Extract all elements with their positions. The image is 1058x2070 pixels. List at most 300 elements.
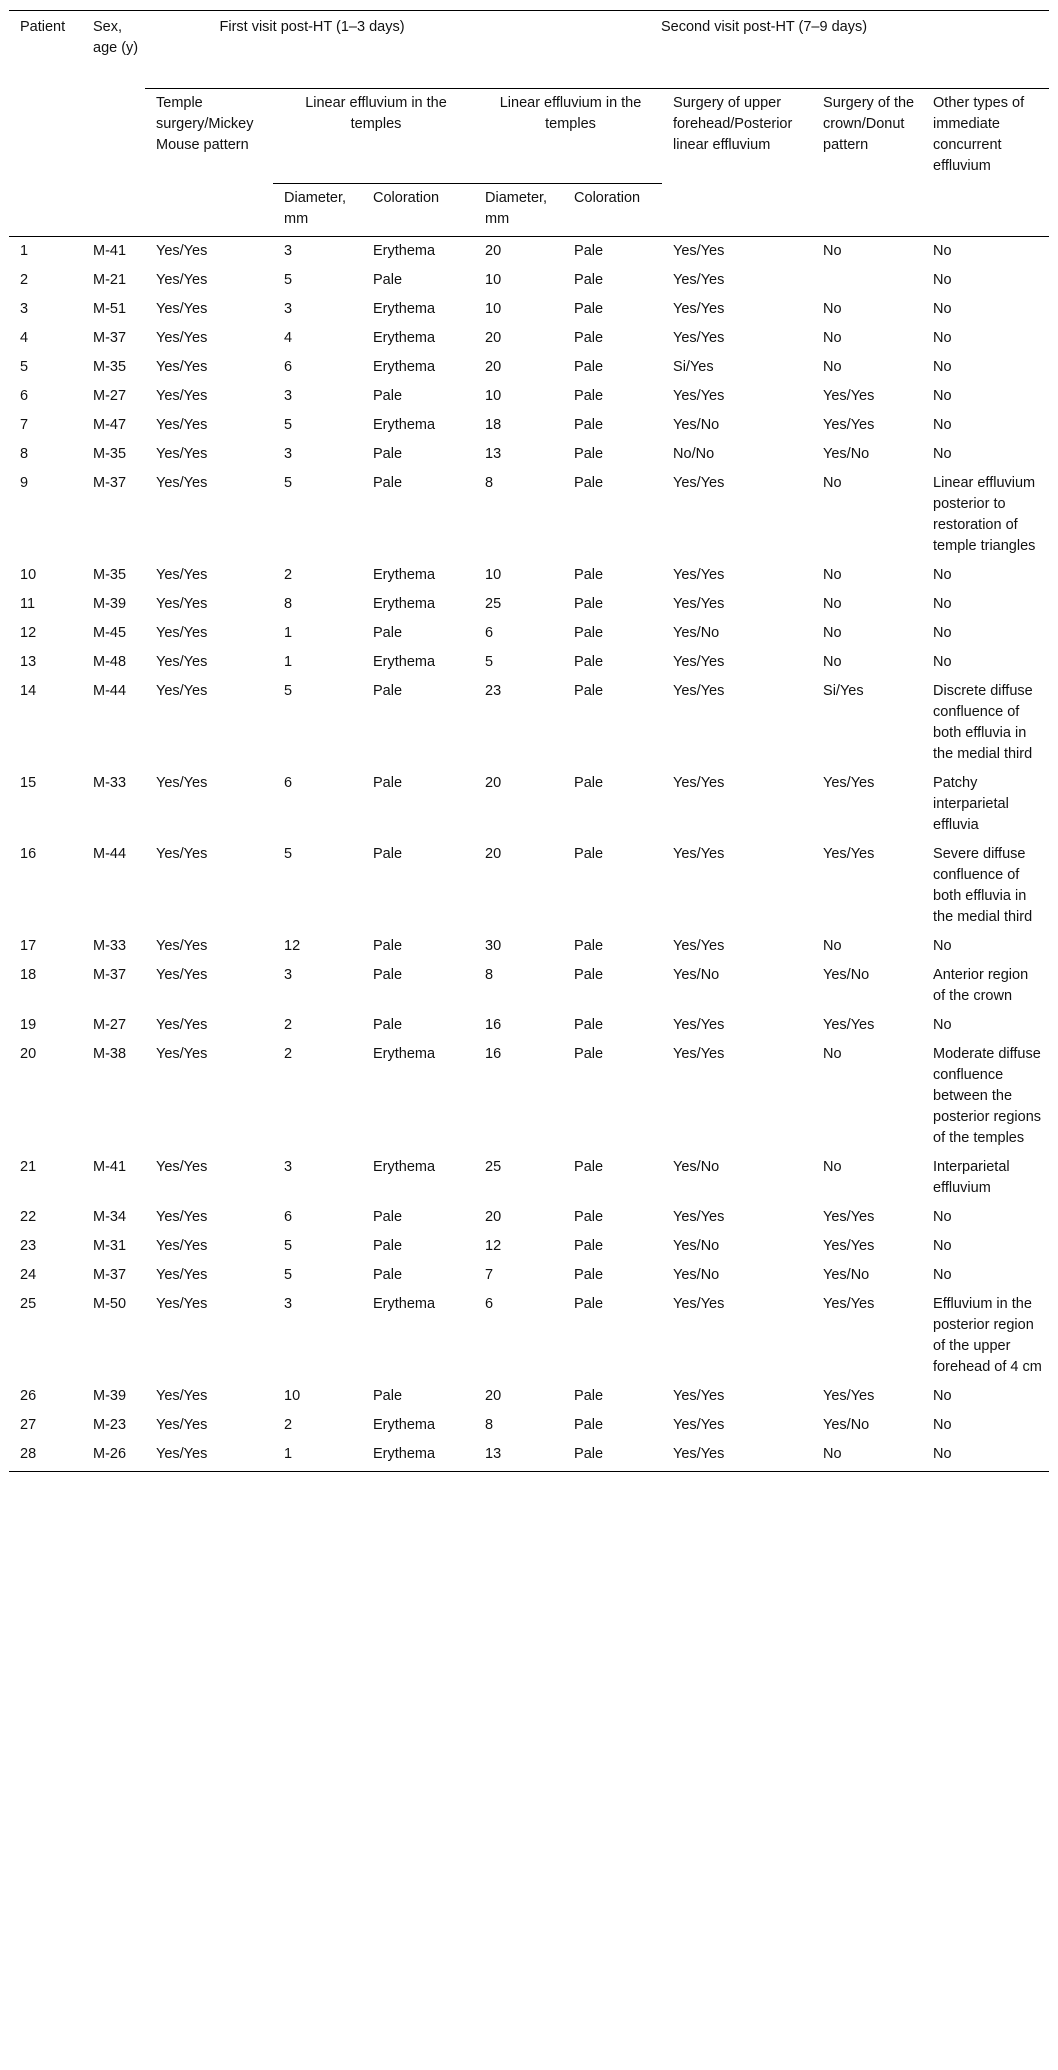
cell-diameter-first: 5	[284, 417, 293, 433]
cell-other-effluvium: No	[933, 567, 952, 583]
cell-coloration-second: Pale	[574, 846, 604, 862]
table-row	[9, 411, 1049, 440]
cell-diameter-first: 3	[284, 243, 293, 259]
cell-coloration-second: Pale	[574, 475, 604, 491]
cell-crown: Yes/Yes	[823, 846, 875, 862]
cell-upper-forehead: Yes/Yes	[673, 1417, 725, 1433]
cell-crown: No	[823, 359, 842, 375]
cell-upper-forehead: Yes/Yes	[662, 1440, 812, 1472]
cell-upper-forehead: Yes/Yes	[673, 1296, 725, 1312]
cell-crown: No	[823, 625, 842, 641]
cell-temple-surgery: Yes/Yes	[156, 683, 208, 699]
cell-other-effluvium: No	[933, 1267, 952, 1283]
cell-coloration-second: Pale	[574, 301, 604, 317]
cell-coloration-second: Pale	[574, 1209, 604, 1225]
cell-sex-age: M-37	[93, 967, 127, 983]
table-header	[9, 11, 1049, 237]
cell-diameter-first: 3	[284, 301, 293, 317]
cell-patient: 4	[20, 330, 29, 346]
cell-other-effluvium: Patchy interparietal effluvia	[933, 775, 1009, 833]
cell-upper-forehead: Yes/No	[673, 1238, 720, 1254]
cell-coloration-second: Pale	[574, 272, 604, 288]
cell-crown: No	[823, 654, 842, 670]
cell-other-effluvium: Anterior region of the crown	[933, 967, 1029, 1004]
table-row	[9, 1290, 1049, 1382]
cell-crown: No	[823, 475, 842, 491]
table-row	[9, 266, 1049, 295]
header-crown: Surgery of the crown/Donut pattern	[812, 89, 922, 237]
cell-coloration-first: Erythema	[373, 1159, 436, 1175]
table-row	[9, 677, 1049, 769]
cell-temple-surgery: Yes/Yes	[156, 1417, 208, 1433]
cell-diameter-first: 3	[284, 388, 293, 404]
cell-diameter-second: 20	[485, 330, 502, 346]
cell-crown: No	[823, 596, 842, 612]
cell-diameter-second: 12	[485, 1238, 502, 1254]
cell-patient: 18	[20, 967, 37, 983]
cell-temple-surgery: Yes/Yes	[156, 775, 208, 791]
cell-temple-surgery: Yes/Yes	[156, 359, 208, 375]
cell-coloration-second: Pale	[574, 1417, 604, 1433]
cell-patient: 7	[20, 417, 29, 433]
cell-sex-age: M-39	[93, 1388, 127, 1404]
cell-upper-forehead: Yes/Yes	[673, 683, 725, 699]
cell-crown: Si/Yes	[823, 683, 864, 699]
cell-coloration-first: Erythema	[373, 1417, 436, 1433]
cell-diameter-first: 1	[284, 625, 293, 641]
cell-upper-forehead: Yes/Yes	[673, 243, 725, 259]
cell-diameter-second: 20	[485, 1388, 502, 1404]
cell-coloration-first: Erythema	[362, 1440, 474, 1472]
cell-sex-age: M-33	[93, 938, 127, 954]
cell-coloration-second: Pale	[574, 359, 604, 375]
cell-patient: 19	[20, 1017, 37, 1033]
header-coloration-first: Coloration	[362, 184, 474, 237]
cell-sex-age: M-35	[93, 359, 127, 375]
cell-sex-age: M-33	[93, 775, 127, 791]
cell-coloration-first: Pale	[373, 967, 403, 983]
cell-upper-forehead: Yes/Yes	[673, 654, 725, 670]
cell-upper-forehead: Yes/No	[673, 1159, 720, 1175]
cell-coloration-second: Pale	[574, 683, 604, 699]
cell-temple-surgery: Yes/Yes	[156, 654, 208, 670]
cell-coloration-first: Pale	[373, 625, 403, 641]
cell-coloration-second: Pale	[574, 417, 604, 433]
cell-patient: 8	[20, 446, 29, 462]
cell-crown: Yes/Yes	[823, 1209, 875, 1225]
cell-other-effluvium: No	[933, 596, 952, 612]
cell-temple-surgery: Yes/Yes	[156, 967, 208, 983]
cell-coloration-second: Pale	[574, 596, 604, 612]
cell-diameter-second: 10	[485, 272, 502, 288]
cell-patient: 2	[20, 272, 29, 288]
cell-crown: No	[823, 1159, 842, 1175]
cell-diameter-second: 10	[485, 388, 502, 404]
cell-coloration-second: Pale	[574, 1267, 604, 1283]
cell-coloration-second: Pale	[574, 1238, 604, 1254]
cell-patient: 5	[20, 359, 29, 375]
cell-coloration-second: Pale	[574, 625, 604, 641]
table-row	[9, 590, 1049, 619]
header-upper-forehead: Surgery of upper forehead/Posterior linear effluvium	[662, 89, 812, 237]
cell-patient: 26	[20, 1388, 37, 1404]
cell-other-effluvium: No	[933, 1209, 952, 1225]
cell-crown: No	[812, 1440, 922, 1472]
cell-diameter-second: 5	[485, 654, 494, 670]
table-row	[9, 440, 1049, 469]
cell-diameter-second: 16	[485, 1017, 502, 1033]
cell-diameter-second: 10	[485, 301, 502, 317]
cell-temple-surgery: Yes/Yes	[156, 1238, 208, 1254]
cell-coloration-first: Erythema	[373, 1046, 436, 1062]
cell-crown: Yes/No	[823, 446, 870, 462]
cell-sex-age: M-44	[93, 846, 127, 862]
cell-other-effluvium: No	[933, 1017, 952, 1033]
cell-diameter-first: 3	[284, 1296, 293, 1312]
cell-diameter-first: 2	[284, 1046, 293, 1062]
cell-other-effluvium: No	[933, 272, 952, 288]
cell-sex-age: M-37	[93, 330, 127, 346]
cell-other-effluvium: Severe diffuse confluence of both effluvia in the medial third	[933, 846, 1033, 925]
cell-other-effluvium: No	[933, 446, 952, 462]
cell-sex-age: M-26	[82, 1440, 145, 1472]
cell-crown: Yes/No	[823, 1267, 870, 1283]
cell-coloration-second: Pale	[563, 1440, 662, 1472]
cell-coloration-second: Pale	[574, 1388, 604, 1404]
cell-patient: 28	[9, 1440, 82, 1472]
table-row	[9, 1440, 1049, 1472]
cell-sex-age: M-44	[93, 683, 127, 699]
cell-crown: Yes/Yes	[823, 417, 875, 433]
cell-coloration-first: Pale	[373, 475, 403, 491]
cell-temple-surgery: Yes/Yes	[156, 1017, 208, 1033]
cell-coloration-second: Pale	[574, 388, 604, 404]
cell-diameter-first: 6	[284, 359, 293, 375]
cell-temple-surgery: Yes/Yes	[156, 938, 208, 954]
cell-sex-age: M-23	[93, 1417, 127, 1433]
cell-patient: 22	[20, 1209, 37, 1225]
cell-coloration-first: Pale	[373, 446, 403, 462]
cell-temple-surgery: Yes/Yes	[156, 1296, 208, 1312]
cell-other-effluvium: No	[933, 330, 952, 346]
cell-diameter-second: 13	[474, 1440, 563, 1472]
cell-coloration-first: Pale	[373, 1209, 403, 1225]
cell-crown: Yes/Yes	[823, 1296, 875, 1312]
cell-upper-forehead: Yes/Yes	[673, 1046, 725, 1062]
cell-other-effluvium: No	[933, 417, 952, 433]
cell-diameter-first: 5	[284, 272, 293, 288]
cell-crown: Yes/No	[823, 967, 870, 983]
cell-crown: No	[823, 938, 842, 954]
cell-sex-age: M-34	[93, 1209, 127, 1225]
cell-crown: Yes/Yes	[823, 388, 875, 404]
cell-diameter-first: 5	[284, 1267, 293, 1283]
cell-coloration-second: Pale	[574, 654, 604, 670]
cell-diameter-second: 25	[485, 1159, 502, 1175]
cell-other-effluvium: Moderate diffuse confluence between the posterior regions of the temples	[933, 1046, 1042, 1146]
cell-upper-forehead: Yes/Yes	[673, 938, 725, 954]
cell-temple-surgery: Yes/Yes	[156, 846, 208, 862]
header-diameter-second: Diameter, mm	[474, 184, 563, 237]
cell-other-effluvium: No	[933, 243, 952, 259]
cell-upper-forehead: Yes/Yes	[673, 596, 725, 612]
header-diameter-first: Diameter, mm	[273, 184, 362, 237]
cell-upper-forehead: Yes/Yes	[673, 1209, 725, 1225]
cell-other-effluvium: Interparietal effluvium	[933, 1159, 1010, 1196]
cell-patient: 9	[20, 475, 29, 491]
cell-crown	[812, 266, 922, 295]
table-row	[9, 561, 1049, 590]
cell-diameter-first: 5	[284, 475, 293, 491]
table-row	[9, 324, 1049, 353]
cell-diameter-first: 2	[284, 1417, 293, 1433]
cell-temple-surgery: Yes/Yes	[156, 388, 208, 404]
table-row	[9, 237, 1049, 267]
cell-diameter-second: 23	[485, 683, 502, 699]
cell-crown: No	[823, 567, 842, 583]
header-row-2	[9, 89, 1049, 184]
cell-other-effluvium: Effluvium in the posterior region of the upper forehead of 4 cm	[933, 1296, 1042, 1375]
cell-coloration-first: Erythema	[373, 330, 436, 346]
header-other-effluvium: Other types of immediate concurrent effluvium	[922, 89, 1049, 237]
cell-patient: 15	[20, 775, 37, 791]
cell-patient: 6	[20, 388, 29, 404]
cell-sex-age: M-48	[93, 654, 127, 670]
cell-sex-age: M-41	[93, 1159, 127, 1175]
cell-upper-forehead: No/No	[673, 446, 715, 462]
cell-upper-forehead: Yes/Yes	[673, 775, 725, 791]
cell-diameter-first: 5	[284, 846, 293, 862]
cell-other-effluvium: No	[933, 1238, 952, 1254]
cell-diameter-first: 1	[273, 1440, 362, 1472]
table-row	[9, 1011, 1049, 1040]
cell-diameter-second: 20	[485, 775, 502, 791]
cell-other-effluvium: Linear effluvium posterior to restoration of temple triangles	[933, 475, 1036, 554]
header-coloration-second: Coloration	[563, 184, 662, 237]
table-row	[9, 1153, 1049, 1203]
cell-sex-age: M-51	[93, 301, 127, 317]
cell-temple-surgery: Yes/Yes	[145, 1440, 273, 1472]
cell-coloration-first: Erythema	[373, 243, 436, 259]
cell-upper-forehead: Yes/No	[673, 417, 720, 433]
cell-coloration-second: Pale	[574, 1296, 604, 1312]
cell-sex-age: M-37	[93, 1267, 127, 1283]
cell-coloration-first: Pale	[373, 1017, 403, 1033]
cell-coloration-first: Erythema	[373, 654, 436, 670]
table-row	[9, 961, 1049, 1011]
cell-patient: 13	[20, 654, 37, 670]
cell-upper-forehead: Yes/Yes	[673, 272, 725, 288]
table-row	[9, 1040, 1049, 1153]
cell-upper-forehead: Yes/Yes	[673, 330, 725, 346]
cell-patient: 1	[20, 243, 29, 259]
patient-results-table	[9, 10, 1049, 1472]
cell-coloration-second: Pale	[574, 1159, 604, 1175]
cell-diameter-first: 5	[284, 683, 293, 699]
cell-coloration-second: Pale	[574, 1017, 604, 1033]
header-sex-age: Sex, age (y)	[82, 11, 145, 237]
cell-diameter-second: 20	[485, 1209, 502, 1225]
cell-coloration-first: Pale	[373, 775, 403, 791]
cell-temple-surgery: Yes/Yes	[156, 1159, 208, 1175]
header-patient: Patient	[9, 11, 82, 237]
cell-patient: 23	[20, 1238, 37, 1254]
cell-temple-surgery: Yes/Yes	[156, 1209, 208, 1225]
cell-diameter-second: 6	[485, 1296, 494, 1312]
cell-diameter-second: 16	[485, 1046, 502, 1062]
cell-upper-forehead: Si/Yes	[673, 359, 714, 375]
table-row	[9, 1261, 1049, 1290]
cell-coloration-second: Pale	[574, 938, 604, 954]
cell-coloration-first: Pale	[373, 683, 403, 699]
cell-patient: 3	[20, 301, 29, 317]
cell-diameter-first: 6	[284, 1209, 293, 1225]
table-row	[9, 1203, 1049, 1232]
cell-coloration-second: Pale	[574, 775, 604, 791]
cell-upper-forehead: Yes/No	[673, 625, 720, 641]
cell-upper-forehead: Yes/Yes	[673, 388, 725, 404]
cell-other-effluvium: No	[933, 1417, 952, 1433]
cell-sex-age: M-39	[93, 596, 127, 612]
cell-coloration-first: Pale	[373, 1238, 403, 1254]
cell-crown: Yes/No	[823, 1417, 870, 1433]
table-row	[9, 469, 1049, 561]
cell-temple-surgery: Yes/Yes	[156, 1046, 208, 1062]
cell-patient: 24	[20, 1267, 37, 1283]
cell-sex-age: M-21	[93, 272, 127, 288]
cell-diameter-second: 20	[485, 243, 502, 259]
cell-coloration-first: Pale	[373, 846, 403, 862]
cell-diameter-first: 3	[284, 967, 293, 983]
cell-temple-surgery: Yes/Yes	[156, 1388, 208, 1404]
cell-other-effluvium: No	[933, 388, 952, 404]
cell-sex-age: M-27	[93, 1017, 127, 1033]
cell-other-effluvium: No	[933, 654, 952, 670]
cell-diameter-first: 12	[284, 938, 301, 954]
cell-crown: Yes/Yes	[823, 775, 875, 791]
cell-diameter-second: 7	[485, 1267, 494, 1283]
cell-patient: 21	[20, 1159, 37, 1175]
cell-other-effluvium: No	[933, 301, 952, 317]
cell-diameter-first: 1	[284, 654, 293, 670]
cell-patient: 11	[20, 596, 36, 612]
table-row	[9, 1232, 1049, 1261]
cell-diameter-first: 5	[284, 1238, 293, 1254]
cell-coloration-first: Pale	[373, 388, 403, 404]
table-row	[9, 1411, 1049, 1440]
cell-crown: Yes/Yes	[823, 1017, 875, 1033]
cell-crown: No	[823, 301, 842, 317]
cell-diameter-first: 10	[284, 1388, 301, 1404]
cell-coloration-second: Pale	[574, 446, 604, 462]
cell-patient: 20	[20, 1046, 37, 1062]
table-row	[9, 648, 1049, 677]
cell-patient: 17	[20, 938, 37, 954]
cell-sex-age: M-38	[93, 1046, 127, 1062]
cell-temple-surgery: Yes/Yes	[156, 301, 208, 317]
cell-upper-forehead: Yes/Yes	[673, 301, 725, 317]
cell-diameter-second: 13	[485, 446, 502, 462]
header-linear-effluvium-first: Linear effluvium in the temples	[273, 89, 474, 184]
cell-upper-forehead: Yes/Yes	[673, 846, 725, 862]
cell-diameter-second: 8	[485, 475, 494, 491]
cell-diameter-second: 8	[485, 967, 494, 983]
cell-sex-age: M-47	[93, 417, 127, 433]
cell-other-effluvium: No	[933, 359, 952, 375]
cell-coloration-second: Pale	[574, 243, 604, 259]
cell-temple-surgery: Yes/Yes	[156, 1267, 208, 1283]
cell-patient: 25	[20, 1296, 37, 1312]
cell-temple-surgery: Yes/Yes	[156, 243, 208, 259]
cell-coloration-second: Pale	[574, 1046, 604, 1062]
header-second-visit: Second visit post-HT (7–9 days)	[474, 11, 1049, 89]
cell-other-effluvium: No	[933, 1388, 952, 1404]
cell-temple-surgery: Yes/Yes	[156, 446, 208, 462]
table-row	[9, 353, 1049, 382]
cell-sex-age: M-37	[93, 475, 127, 491]
cell-diameter-first: 8	[284, 596, 293, 612]
header-row-1	[9, 11, 1049, 89]
cell-diameter-first: 3	[284, 446, 293, 462]
cell-diameter-second: 10	[485, 567, 502, 583]
cell-coloration-first: Erythema	[373, 567, 436, 583]
cell-coloration-second: Pale	[574, 967, 604, 983]
cell-patient: 12	[20, 625, 37, 641]
cell-diameter-second: 25	[485, 596, 502, 612]
cell-coloration-first: Erythema	[373, 301, 436, 317]
cell-sex-age: M-27	[93, 388, 127, 404]
cell-patient: 16	[20, 846, 37, 862]
cell-crown: No	[823, 1046, 842, 1062]
cell-coloration-second: Pale	[574, 567, 604, 583]
table-body	[9, 237, 1049, 1472]
cell-coloration-second: Pale	[574, 330, 604, 346]
cell-upper-forehead: Yes/No	[673, 1267, 720, 1283]
cell-other-effluvium: No	[922, 1440, 1049, 1472]
cell-diameter-first: 6	[284, 775, 293, 791]
cell-temple-surgery: Yes/Yes	[156, 596, 208, 612]
cell-diameter-second: 20	[485, 359, 502, 375]
cell-coloration-first: Erythema	[373, 417, 436, 433]
cell-other-effluvium: No	[933, 625, 952, 641]
cell-temple-surgery: Yes/Yes	[156, 625, 208, 641]
cell-sex-age: M-35	[93, 446, 127, 462]
cell-crown: Yes/Yes	[823, 1238, 875, 1254]
header-temple-surgery: Temple surgery/Mickey Mouse pattern	[145, 89, 273, 237]
cell-crown: No	[823, 243, 842, 259]
cell-other-effluvium: Discrete diffuse confluence of both effluvia in the medial third	[933, 683, 1033, 762]
cell-coloration-first: Pale	[373, 1267, 403, 1283]
cell-sex-age: M-41	[93, 243, 127, 259]
table-row	[9, 769, 1049, 840]
cell-upper-forehead: Yes/Yes	[673, 567, 725, 583]
cell-sex-age: M-35	[93, 567, 127, 583]
cell-upper-forehead: Yes/Yes	[673, 1388, 725, 1404]
cell-diameter-second: 8	[485, 1417, 494, 1433]
header-first-visit: First visit post-HT (1–3 days)	[145, 11, 474, 89]
cell-temple-surgery: Yes/Yes	[156, 330, 208, 346]
cell-diameter-first: 3	[284, 1159, 293, 1175]
cell-temple-surgery: Yes/Yes	[156, 417, 208, 433]
cell-patient: 14	[20, 683, 37, 699]
cell-diameter-second: 6	[485, 625, 494, 641]
cell-coloration-first: Erythema	[373, 359, 436, 375]
cell-temple-surgery: Yes/Yes	[156, 567, 208, 583]
cell-other-effluvium: No	[933, 938, 952, 954]
cell-diameter-first: 4	[284, 330, 293, 346]
header-linear-effluvium-second: Linear effluvium in the temples	[474, 89, 662, 184]
cell-patient: 27	[20, 1417, 37, 1433]
